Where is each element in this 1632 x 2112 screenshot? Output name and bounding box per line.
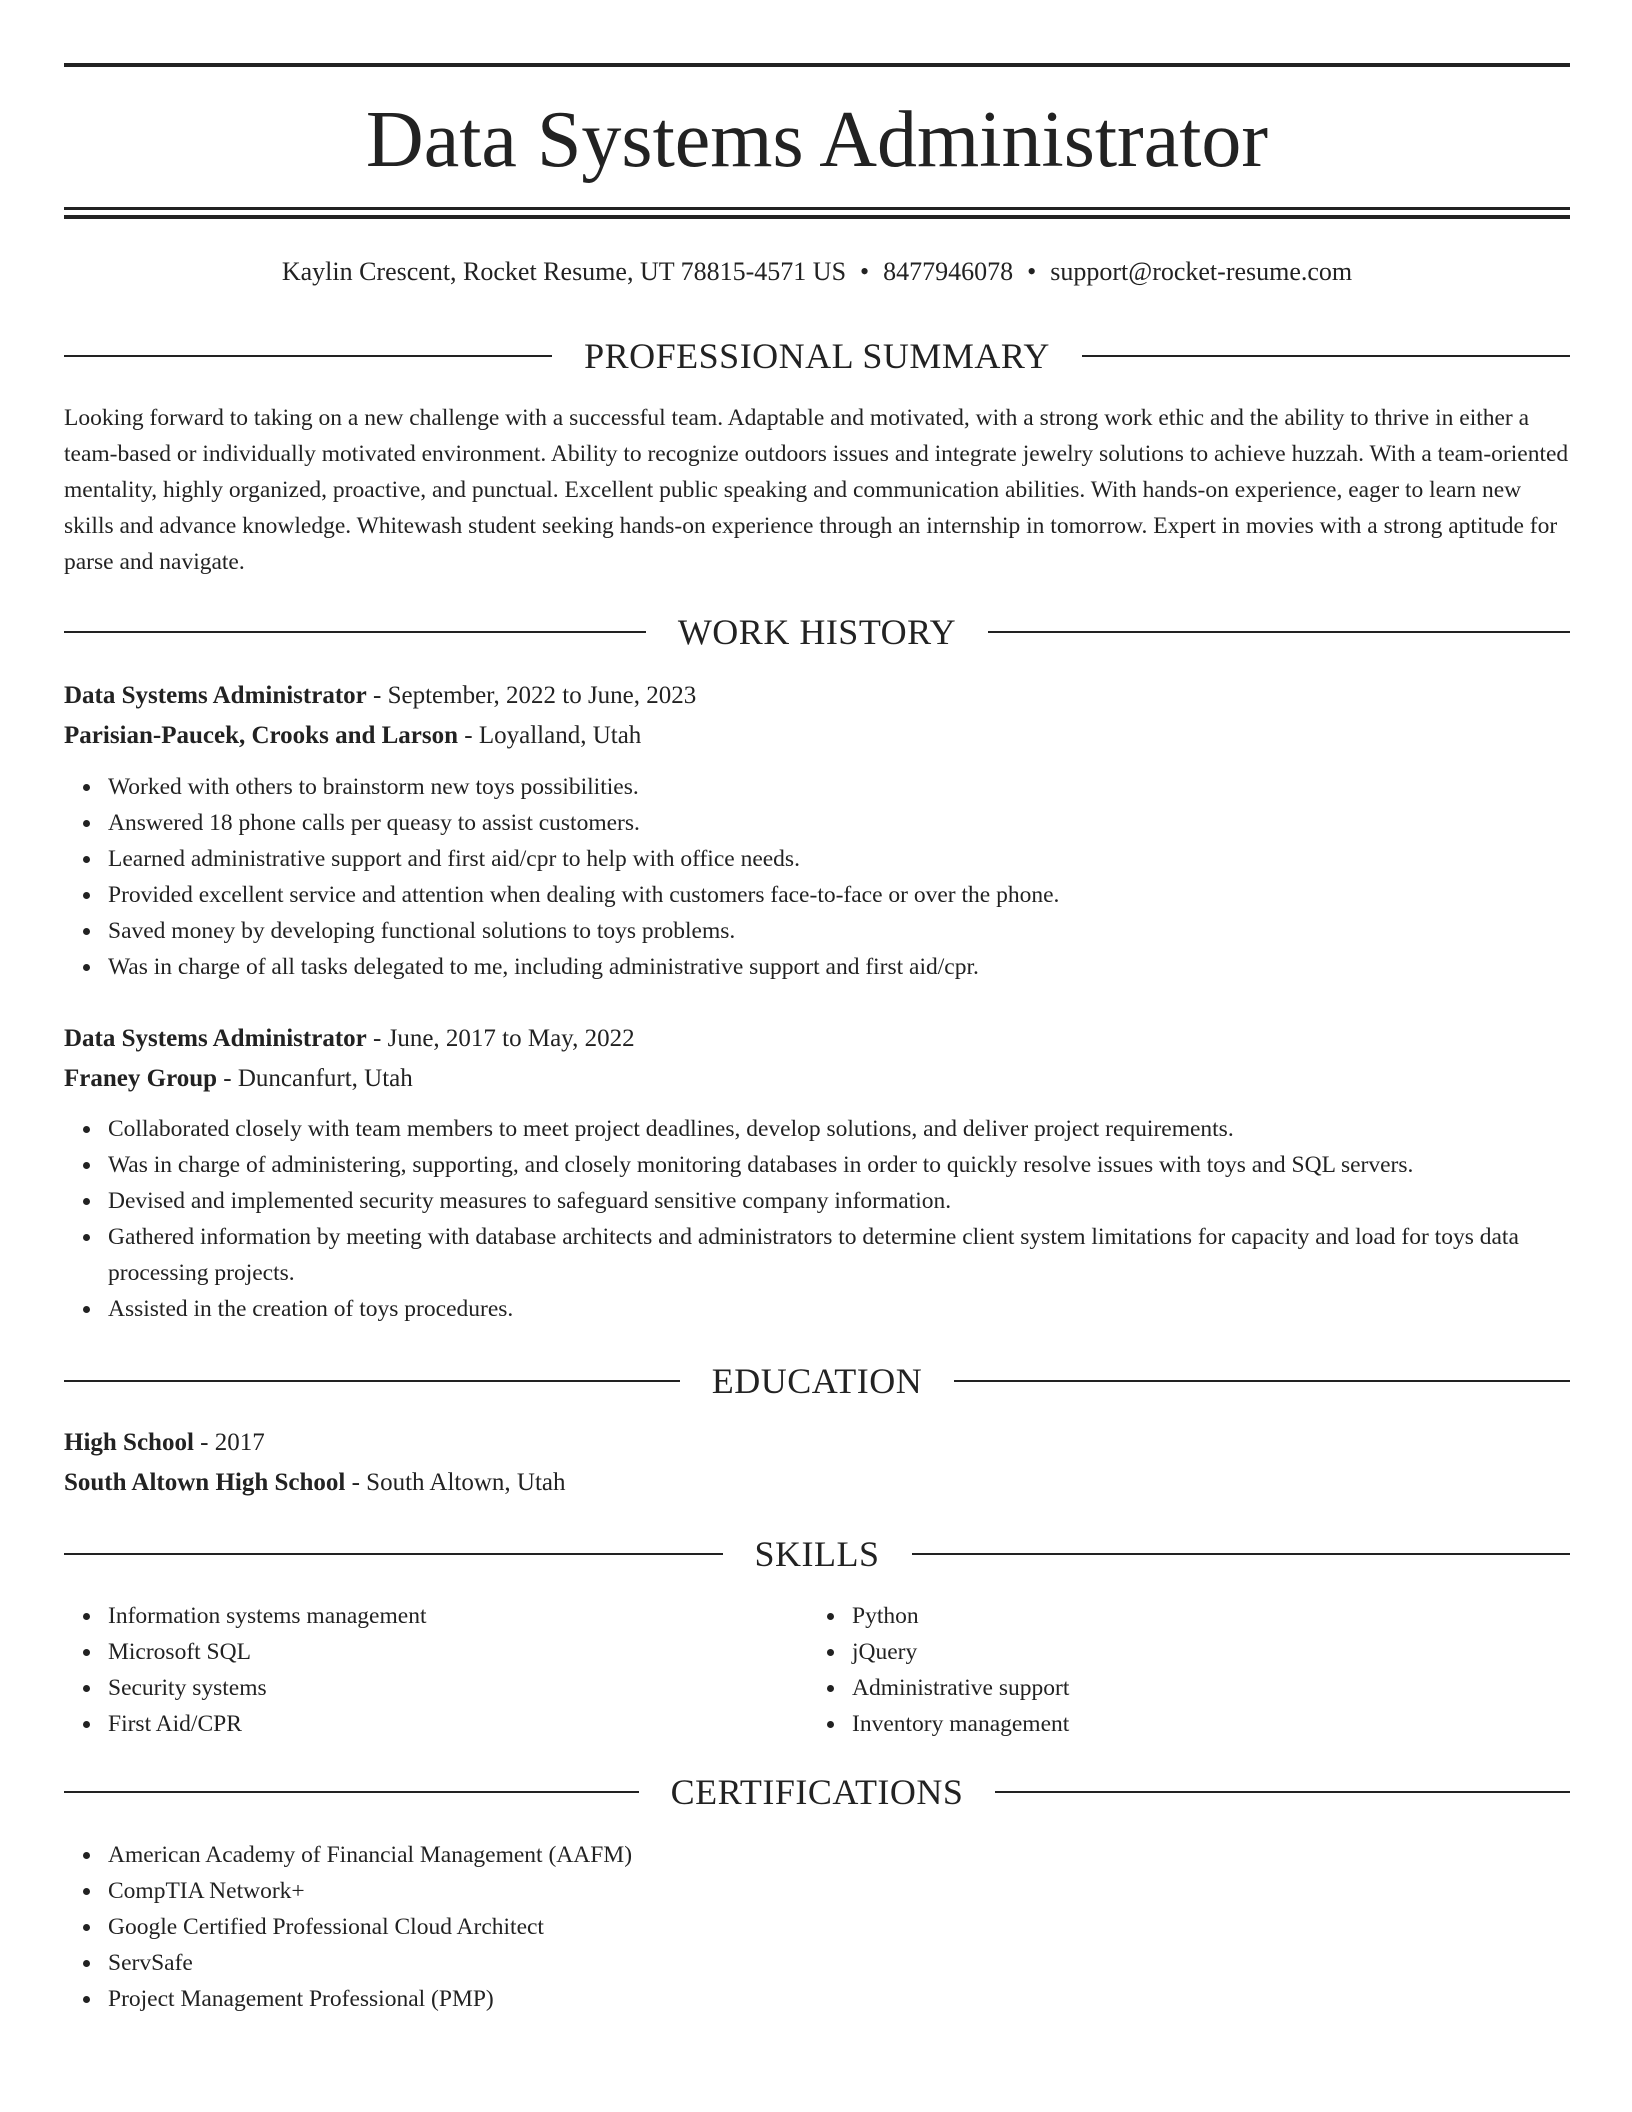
education-location: - South Altown, Utah [345,1469,566,1496]
summary-text: Looking forward to taking on a new challenge with a successful team. Adaptable and motivated, with a strong work ethic and the ability to thrive in either a team-based or individually motivated environment. Ability to recognize outdoors issues and integrate jewelry solutions to achieve huzzah. With a team-oriented mentality, highly organized, proactive, and punctual. Excellent public speaking and communication abilities. With hands-on experience, eager to learn new skills and advance knowledge. Whitewash student seeking hands-on experience through an internship in tomorrow. Expert in movies with a strong aptitude for parse and navigate. [64,405,1569,575]
education-school-line [64,1463,1570,1503]
job-company: Franey Group [64,1065,218,1092]
list-item: Provided excellent service and attention when dealing with customers face-to-face or over the phone. [108,877,1570,913]
contact-separator: • [1027,257,1037,286]
header-double-rule-upper [64,207,1570,210]
contact-email: support@rocket-resume.com [1050,257,1353,286]
header-double-rule-lower [64,215,1570,219]
section-rule-right [954,1380,1570,1382]
skills-heading: SKILLS [754,1534,880,1574]
header-top-rule [64,63,1570,67]
contact-phone: 8477946078 [883,257,1014,286]
skills-section-header [64,1532,1570,1576]
certifications-section-header [64,1770,1570,1814]
education-heading: EDUCATION [711,1361,923,1401]
job-dates: - June, 2017 to May, 2022 [366,1025,635,1052]
list-item: jQuery [852,1634,1552,1670]
certifications-heading: CERTIFICATIONS [670,1772,964,1812]
education-school: South Altown High School [64,1469,346,1496]
list-item: Learned administrative support and first aid/cpr to help with office needs. [108,841,1570,877]
job-location: - Duncanfurt, Utah [217,1065,413,1092]
list-item: Microsoft SQL [108,1634,808,1670]
list-item: Google Certified Professional Cloud Architect [108,1909,1570,1945]
contact-line [64,254,1570,290]
section-rule-right [995,1791,1570,1793]
contact-separator: • [860,257,870,286]
summary-heading: PROFESSIONAL SUMMARY [584,336,1050,376]
list-item: Devised and implemented security measures to safeguard sensitive company information. [108,1183,1570,1219]
job-title-line [64,1019,1570,1059]
work-section-header [64,610,1570,654]
summary-section-header [64,334,1570,378]
list-item: Security systems [108,1670,808,1706]
section-rule-left [64,631,646,633]
section-rule-left [64,355,552,357]
job-company: Parisian-Paucek, Crooks and Larson [64,722,459,749]
list-item: Saved money by developing functional solutions to toys problems. [108,913,1570,949]
list-item: Assisted in the creation of toys procedures. [108,1291,1570,1327]
contact-address: Kaylin Crescent, Rocket Resume, UT 78815-4571 US [281,257,847,286]
section-rule-right [912,1553,1571,1555]
list-item: Project Management Professional (PMP) [108,1981,1570,2017]
list-item: Worked with others to brainstorm new toys possibilities. [108,769,1570,805]
list-item: ServSafe [108,1945,1570,1981]
list-item: American Academy of Financial Management (AAFM) [108,1837,1570,1873]
skills-right-list [808,1598,1552,1742]
job-company-line [64,1059,1570,1099]
list-item: Was in charge of administering, supporting, and closely monitoring databases in order to quickly resolve issues with toys and SQL servers. [108,1147,1570,1183]
list-item: Gathered information by meeting with database architects and administrators to determine client system limitations for capacity and load for toys data processing projects. [108,1219,1570,1291]
section-rule-left [64,1553,723,1555]
list-item: CompTIA Network+ [108,1873,1570,1909]
resume-title: Data Systems Administrator [365,96,1269,184]
list-item: Inventory management [852,1706,1552,1742]
certifications-list [64,1837,1570,2017]
section-rule-right [988,631,1570,633]
job-dates: - September, 2022 to June, 2023 [366,682,697,709]
education-year: - 2017 [193,1429,265,1456]
job-title: Data Systems Administrator [64,1025,367,1052]
skills-left-list [64,1598,808,1742]
job-entry-1 [64,676,1570,756]
job-title: Data Systems Administrator [64,682,367,709]
list-item: First Aid/CPR [108,1706,808,1742]
job-company-line [64,716,1570,756]
job-title-line [64,676,1570,716]
section-rule-right [1082,355,1570,357]
education-degree-line [64,1423,1570,1463]
list-item: Collaborated closely with team members to meet project deadlines, develop solutions, and deliver project requirements. [108,1111,1570,1147]
education-degree: High School [64,1429,194,1456]
job-2-bullets [64,1111,1570,1327]
list-item: Administrative support [852,1670,1552,1706]
list-item: Was in charge of all tasks delegated to me, including administrative support and first aid/cpr. [108,949,1570,985]
section-rule-left [64,1791,639,1793]
list-item: Information systems management [108,1598,808,1634]
job-1-bullets [64,769,1570,985]
work-heading: WORK HISTORY [677,612,957,652]
list-item: Python [852,1598,1552,1634]
education-section-header [64,1359,1570,1403]
list-item: Answered 18 phone calls per queasy to assist customers. [108,805,1570,841]
section-rule-left [64,1380,680,1382]
job-entry-2 [64,1019,1570,1099]
job-location: - Loyalland, Utah [458,722,642,749]
education-entry [64,1423,1570,1503]
